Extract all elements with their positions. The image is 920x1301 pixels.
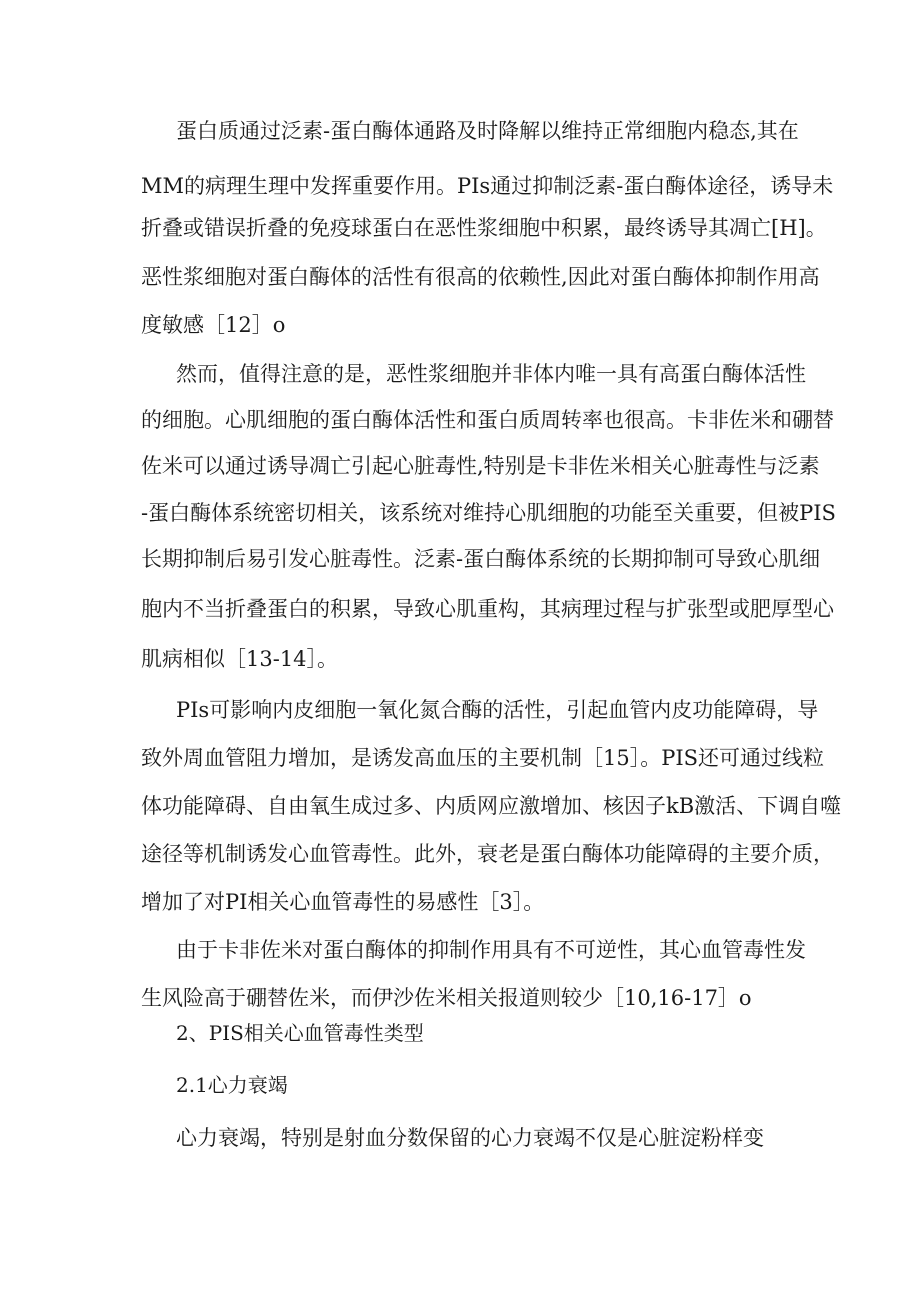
text-line: PIs可影响内皮细胞一氧化氮合酶的活性，引起血管内皮功能障碍，导 [176,698,819,722]
text-line: 增加了对PI相关心血管毒性的易感性［3］。 [141,890,545,914]
text-line: 胞内不当折叠蛋白的积累，导致心肌重构，其病理过程与扩张型或肥厚型心 [141,597,834,621]
text-line: 佐米可以通过诱导凋亡引起心脏毒性,特别是卡非佐米相关心脏毒性与泛素 [141,454,820,478]
text-line: 折叠或错误折叠的免疫球蛋白在恶性浆细胞中积累，最终诱导其凋亡[H]。 [141,216,827,240]
text-line: 心力衰竭，特别是射血分数保留的心力衰竭不仅是心脏淀粉样变 [176,1126,764,1150]
text-line: 致外周血管阻力增加，是诱发高血压的主要机制［15］。PIS还可通过线粒 [141,746,825,770]
text-line: 途径等机制诱发心血管毒性。此外，衰老是蛋白酶体功能障碍的主要介质， [141,842,834,866]
text-line: -蛋白酶体系统密切相关，该系统对维持心肌细胞的功能至关重要，但被PIS [141,501,836,525]
text-line: 然而，值得注意的是，恶性浆细胞并非体内唯一具有高蛋白酶体活性 [176,362,806,386]
text-line: 恶性浆细胞对蛋白酶体的活性有很高的依赖性,因此对蛋白酶体抑制作用高 [141,265,820,289]
text-line: 由于卡非佐米对蛋白酶体的抑制作用具有不可逆性，其心血管毒性发 [176,938,806,962]
text-line: 的细胞。心肌细胞的蛋白酶体活性和蛋白质周转率也很高。卡非佐米和硼替 [141,408,834,432]
subsection-heading: 2.1心力衰竭 [176,1073,288,1097]
text-line: MM的病理生理中发挥重要作用。PIs通过抑制泛素-蛋白酶体途径，诱导未 [141,174,834,198]
section-heading: 2、PIS相关心血管毒性类型 [176,1021,424,1045]
text-line: 体功能障碍、自由氧生成过多、内质网应激增加、核因子kB激活、下调自噬 [141,794,842,818]
text-line: 生风险高于硼替佐米，而伊沙佐米相关报道则较少［10,16-17］o [141,986,752,1010]
text-line: 长期抑制后易引发心脏毒性。泛素-蛋白酶体系统的长期抑制可导致心肌细 [141,547,821,571]
text-line: 度敏感［12］o [141,313,286,337]
text-line: 蛋白质通过泛素-蛋白酶体通路及时降解以维持正常细胞内稳态,其在 [176,119,799,143]
text-line: 肌病相似［13-14］。 [141,647,339,671]
